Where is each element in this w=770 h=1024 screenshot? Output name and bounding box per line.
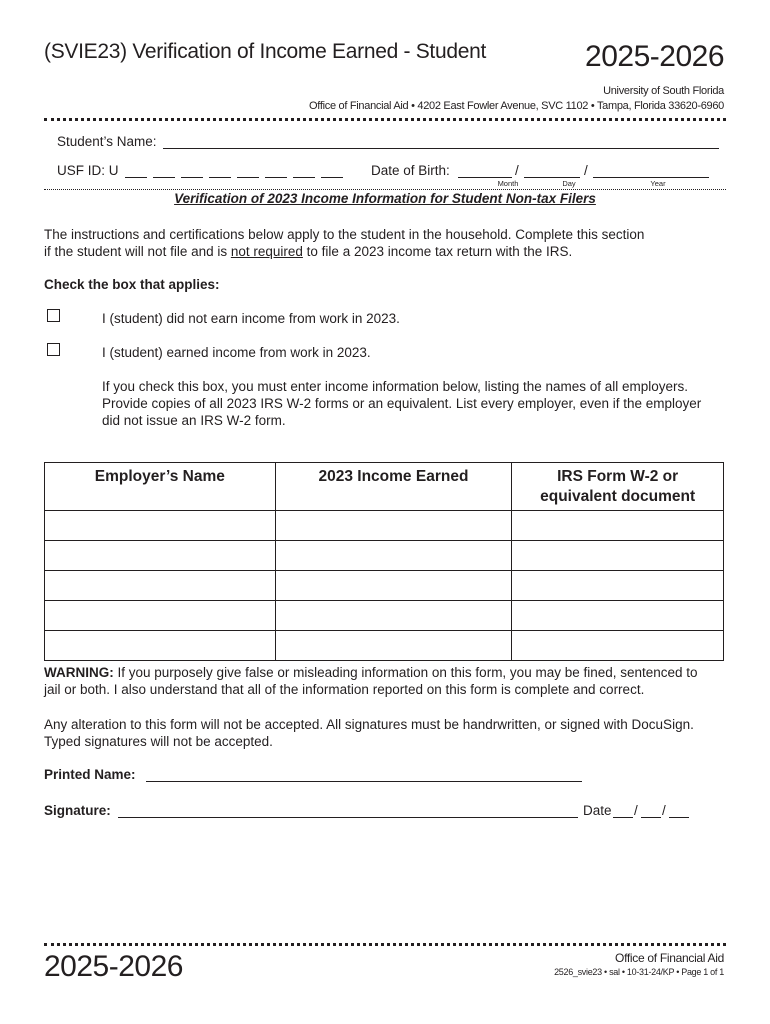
w2-document-cell[interactable] — [512, 601, 724, 631]
dob-day-field[interactable] — [524, 177, 580, 178]
warning-label: WARNING: — [44, 665, 114, 680]
instructions-text-part: to file a 2023 income tax return with the IRS. — [302, 244, 573, 259]
employer-name-cell[interactable] — [45, 511, 276, 541]
check-prompt: Check the box that applies: — [44, 277, 220, 292]
option-label: I (student) did not earn income from work in 2023. — [102, 311, 400, 326]
dob-month-field[interactable] — [458, 177, 512, 178]
income-earned-header: 2023 Income Earned — [275, 463, 512, 511]
section-divider — [44, 189, 726, 190]
usf-id-digit-field[interactable] — [293, 177, 315, 178]
student-name-field[interactable] — [163, 148, 719, 149]
w2-header-line: equivalent document — [540, 488, 696, 505]
w2-document-cell[interactable] — [512, 571, 724, 601]
employer-name-cell[interactable] — [45, 631, 276, 661]
date-day-field[interactable] — [641, 817, 661, 818]
w2-header-line: IRS Form W-2 or — [557, 468, 679, 485]
option-note-line: Provide copies of all 2023 IRS W-2 forms or an equivalent. List every employer, even if the employer — [102, 396, 702, 411]
employer-table — [44, 462, 724, 661]
alteration-line: Any alteration to this form will not be accepted. All signatures must be handrwritten, or signed with DocuSign. — [44, 717, 694, 732]
option-note — [102, 378, 732, 429]
option-note-line: did not issue an IRS W-2 form. — [102, 413, 286, 428]
alteration-notice — [44, 716, 734, 750]
not-required-emphasis: not required — [230, 244, 303, 259]
dob-month-caption: Month — [497, 179, 519, 188]
table-header-row — [45, 463, 724, 511]
footer-year: 2025-2026 — [44, 950, 183, 983]
award-year: 2025-2026 — [585, 40, 724, 73]
dob-year-field[interactable] — [593, 177, 709, 178]
employer-name-cell[interactable] — [45, 541, 276, 571]
instructions-line — [44, 243, 734, 260]
usf-id-digit-field[interactable] — [153, 177, 175, 178]
employer-name-cell[interactable] — [45, 571, 276, 601]
printed-name-field[interactable] — [146, 781, 582, 782]
footer-office: Office of Financial Aid — [615, 951, 724, 965]
date-month-field[interactable] — [613, 817, 633, 818]
warning-line — [44, 664, 734, 681]
w2-document-header — [512, 463, 724, 511]
w2-document-cell[interactable] — [512, 541, 724, 571]
printed-name-label: Printed Name: — [44, 767, 136, 782]
warning-line: jail or both. I also understand that all of the information reported on this form is complete and correct. — [44, 682, 645, 697]
employer-name-header: Employer’s Name — [45, 463, 276, 511]
office-address: Office of Financial Aid • 4202 East Fowler Avenue, SVC 1102 • Tampa, Florida 33620-6960 — [309, 100, 724, 112]
table-row — [45, 571, 724, 601]
option-checkbox[interactable] — [47, 309, 60, 322]
footer-form-code: 2526_svie23 • sal • 10-31-24/KP • Page 1 of 1 — [554, 967, 724, 977]
date-separator: / — [634, 803, 638, 818]
income-earned-cell[interactable] — [275, 631, 512, 661]
usf-id-digit-field[interactable] — [181, 177, 203, 178]
usf-id-digit-field[interactable] — [237, 177, 259, 178]
income-earned-cell[interactable] — [275, 541, 512, 571]
form-title: (SVIE23) Verification of Income Earned - Student — [44, 40, 487, 63]
table-row — [45, 541, 724, 571]
header-divider — [44, 118, 726, 121]
alteration-line: Typed signatures will not be accepted. — [44, 734, 273, 749]
option-note-line: If you check this box, you must enter income information below, listing the names of all employers. — [102, 379, 689, 394]
university-name: University of South Florida — [603, 85, 724, 97]
dob-separator: / — [515, 163, 519, 178]
income-earned-cell[interactable] — [275, 511, 512, 541]
date-year-field[interactable] — [669, 817, 689, 818]
dob-label: Date of Birth: — [371, 163, 450, 178]
income-earned-cell[interactable] — [275, 571, 512, 601]
instructions-text-part: if the student will not file and is — [44, 244, 231, 259]
dob-separator: / — [584, 163, 588, 178]
dob-day-caption: Day — [562, 179, 576, 188]
usf-id-digit-field[interactable] — [125, 177, 147, 178]
warning-text-part: If you purposely give false or misleading information on this form, you may be fined, sentenced to — [113, 665, 698, 680]
instructions-text — [44, 226, 734, 260]
table-row — [45, 631, 724, 661]
section-heading: Verification of 2023 Income Information for Student Non-tax Filers — [174, 191, 596, 206]
table-row — [45, 601, 724, 631]
w2-document-cell[interactable] — [512, 631, 724, 661]
warning-text — [44, 664, 734, 698]
instructions-line: The instructions and certifications below apply to the student in the household. Complete this section — [44, 227, 645, 242]
usf-id-label: USF ID: U — [57, 163, 119, 178]
date-separator: / — [662, 803, 666, 818]
date-label: Date — [583, 803, 612, 818]
income-earned-cell[interactable] — [275, 601, 512, 631]
student-name-label: Student’s Name: — [57, 134, 157, 149]
usf-id-digit-field[interactable] — [265, 177, 287, 178]
table-row — [45, 511, 724, 541]
option-checkbox[interactable] — [47, 343, 60, 356]
usf-id-digit-field[interactable] — [321, 177, 343, 178]
option-label: I (student) earned income from work in 2023. — [102, 345, 371, 360]
employer-name-cell[interactable] — [45, 601, 276, 631]
dob-year-caption: Year — [650, 179, 666, 188]
usf-id-digit-field[interactable] — [209, 177, 231, 178]
signature-field[interactable] — [118, 817, 578, 818]
signature-label: Signature: — [44, 803, 111, 818]
footer-divider — [44, 943, 726, 946]
w2-document-cell[interactable] — [512, 511, 724, 541]
